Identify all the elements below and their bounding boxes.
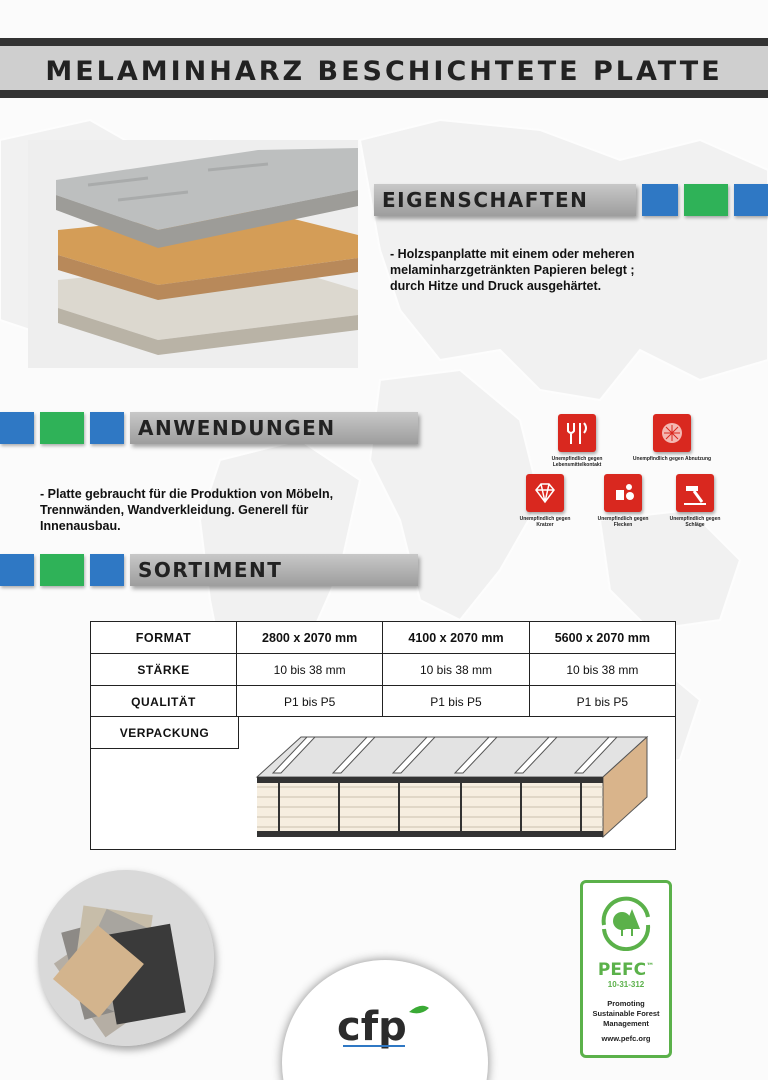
icon-caption: Unempfindlich gegen Lebensmittelkontakt [551,456,603,468]
header-banner [0,46,768,98]
abrasion-icon-box [653,414,691,452]
table-row [91,654,676,686]
food-safe-icon-box [558,414,596,452]
page-title: MELAMINHARZ BESCHICHTETE PLATTE [45,56,723,87]
table-cell: 10 bis 38 mm [383,654,529,686]
food-safe-icon [544,414,610,468]
packaging-label: VERPACKUNG [91,717,239,749]
icon-caption: Unempfindlich gegen Flecken [597,516,649,528]
eigenschaften-heading-bar [374,184,768,216]
green-square [40,412,84,444]
blue-square [90,412,124,444]
header-top-rule [0,38,768,46]
table-cell: P1 bis P5 [237,686,383,718]
blue-square [90,554,124,586]
table-cell: P1 bis P5 [383,686,529,718]
decor-samples-image [38,870,214,1046]
scratch-icon [512,474,578,528]
blue-square [642,184,678,216]
pefc-name: PEFC [597,960,647,980]
cfp-logo [337,1002,433,1052]
pefc-line: Promoting [607,999,645,1008]
row-label: QUALITÄT [91,686,237,718]
stain-icon [590,474,656,528]
table-row [91,622,676,654]
abrasion-icon [626,414,718,462]
green-square [40,554,84,586]
row-label: FORMAT [91,622,237,654]
row-label: STÄRKE [91,654,237,686]
table-cell: 10 bis 38 mm [237,654,383,686]
table-cell: 4100 x 2070 mm [383,622,529,654]
icon-caption: Unempfindlich gegen Schläge [669,516,721,528]
table-cell: P1 bis P5 [529,686,675,718]
pefc-line: Management [603,1019,649,1028]
sortiment-heading: SORTIMENT [130,554,418,586]
blue-square [734,184,768,216]
leaf-icon [409,1006,429,1014]
impact-icon-box [676,474,714,512]
table-cell: 2800 x 2070 mm [237,622,383,654]
stain-icon-box [604,474,642,512]
anwendungen-text: - Platte gebraucht für die Produktion von Möbeln, Trennwänden, Wandverkleidung. Generell für Innenausbau. [40,487,334,533]
stacked-boards-image [28,140,358,368]
pefc-tree-icon [594,895,658,951]
table-cell: 5600 x 2070 mm [529,622,675,654]
sortiment-table [90,621,676,718]
anwendungen-heading-bar [0,412,420,444]
scratch-icon-box [526,474,564,512]
eigenschaften-text: - Holzspanplatte mit einem oder meheren melaminharzgetränkten Papieren belegt ; durch Hitze und Druck ausgehärtet. [390,247,635,293]
pefc-certification-badge [580,880,672,1058]
table-row [91,686,676,718]
pefc-wordmark [583,960,669,980]
blue-square [0,554,34,586]
pefc-trademark: ™ [646,961,655,971]
impact-icon [662,474,728,528]
blue-square [0,412,34,444]
pefc-promo [583,999,669,1029]
logo-circle [282,960,488,1080]
anwendungen-heading: ANWENDUNGEN [130,412,418,444]
pefc-line: Sustainable Forest [592,1009,660,1018]
icon-caption: Unempfindlich gegen Kratzer [519,516,571,528]
pefc-url: www.pefc.org [601,1034,651,1043]
pefc-code: 10-31-312 [607,980,645,989]
eigenschaften-heading: EIGENSCHAFTEN [374,184,636,216]
packaging-cell [90,716,676,850]
green-square [684,184,728,216]
table-cell: 10 bis 38 mm [529,654,675,686]
packaging-stack-illustration [251,727,651,839]
sortiment-heading-bar [0,554,420,586]
cfp-logo-text: cfp [337,1004,407,1050]
icon-caption: Unempfindlich gegen Abnutzung [632,456,712,462]
